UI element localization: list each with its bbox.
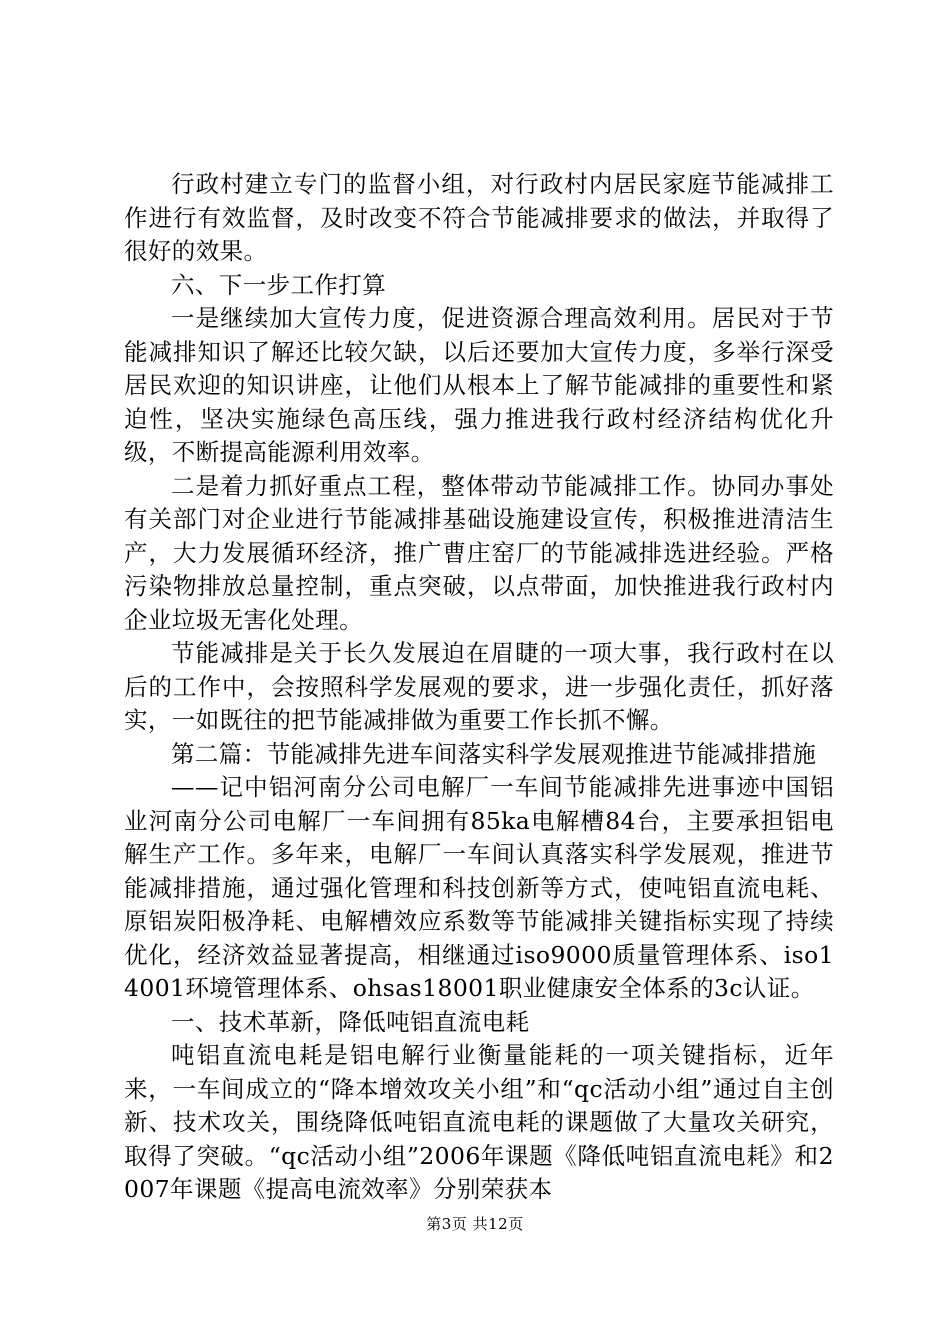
paragraph-conclusion: 节能减排是关于长久发展迫在眉睫的一项大事，我行政村在以后的工作中，会按照科学发展观的要求，进一步强化责任，抓好落实，一如既往的把节能减排做为重要工作长抓不懈。 (124, 639, 834, 734)
paragraph-workshop-intro: ——记中铝河南分公司电解厂一车间节能减排先进事迹中国铝业河南分公司电解厂一车间拥有85ka电解槽84台，主要承担铝电解生产工作。多年来，电解厂一车间认真落实科学发展观，推进节能减排措施，通过强化管理和科技创新等方式，使吨铝直流电耗、原铝炭阳极净耗、电解槽效应系数等节能减排关键指标实现了持续优化，经济效益显著提高，相继通过iso9000质量管理体系、iso14001环境管理体系、ohsas18001职业健康安全体系的3c认证。 (124, 773, 834, 1002)
document-body (124, 168, 834, 1207)
page-number-footer: 第3页 共12页 (426, 1215, 524, 1233)
paragraph-supervision: 行政村建立专门的监督小组，对行政村内居民家庭节能减排工作进行有效监督，及时改变不符合节能减排要求的做法，并取得了很好的效果。 (124, 170, 834, 265)
paragraph-key-projects: 二是着力抓好重点工程，整体带动节能减排工作。协同办事处有关部门对企业进行节能减排基础设施建设宣传，积极推进清洁生产，大力发展循环经济，推广曹庄窑厂的节能减排选进经验。严格污染物排放总量控制，重点突破，以点带面，加快推进我行政村内企业垃圾无害化处理。 (124, 471, 834, 634)
section-heading-tech-innovation: 一、技术革新，降低吨铝直流电耗 (171, 1007, 530, 1036)
article-title-part-two: 第二篇：节能减排先进车间落实科学发展观推进节能减排措施 (171, 739, 817, 768)
section-heading-next-steps: 六、下一步工作打算 (171, 270, 387, 299)
paragraph-publicity: 一是继续加大宣传力度，促进资源合理高效利用。居民对于节能减排知识了解还比较欠缺，以后还要加大宣传力度，多举行深受居民欢迎的知识讲座，让他们从根本上了解节能减排的重要性和紧迫性，坚决实施绿色高压线，强力推进我行政村经济结构优化升级，不断提高能源利用效率。 (124, 304, 834, 466)
paragraph-dc-power-consumption: 吨铝直流电耗是铝电解行业衡量能耗的一项关键指标，近年来，一车间成立的“降本增效攻关小组”和“qc活动小组”通过自主创新、技术攻关，围绕降低吨铝直流电耗的课题做了大量攻关研究，取得了突破。“qc活动小组”2006年课题《降低吨铝直流电耗》和2007年课题《提高电流效率》分别荣获本 (124, 1041, 834, 1203)
